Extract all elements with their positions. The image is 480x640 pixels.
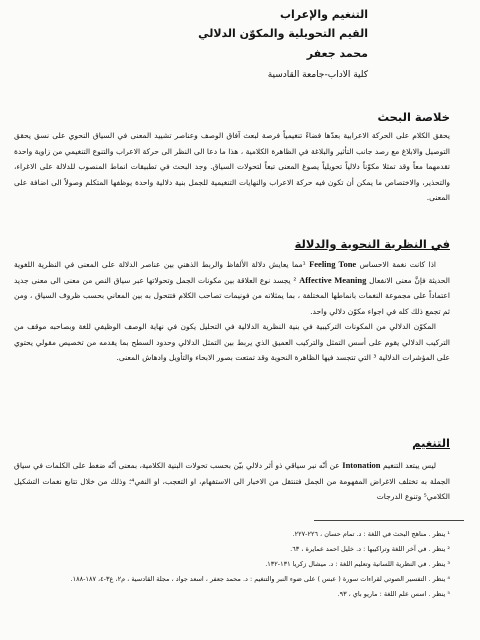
term-feeling-tone: Feeling Tone — [309, 259, 357, 269]
abstract-paragraph — [14, 128, 450, 206]
theory-paragraphs — [14, 257, 450, 366]
intonation-paragraph: ليس يبتعد التنغيم Intonation عن أنّه نبر سياقي ذو أثر دلالي بيّن بحسب تحولات البنية الكلامية، بمعنى أنّه ضغط على الكلمات في سياق الجملة به تختلف الاغراض المفهومة من الجمل فتنتقل من الاخبار الى الاستفهام، او التعجب، او النفي⁴؛ وذلك من خلال تتابع نغمات التشكيل الكلامي⁵ وتنوع الدرجات — [14, 460, 450, 501]
paper-subtitle: القيم التحويلية والمكوّن الدلالي — [198, 27, 368, 40]
term-intonation: Intonation — [342, 460, 381, 470]
author-affiliation: كلية الاداب-جامعة القادسية — [267, 70, 368, 80]
theory-paragraph-2: المكوّن الدلالي من المكونات التركيبية في بنية النظرية الدلالية في التحليل يكون في نهاية الوصف الوظيفي للغة وبصاحبه موقف من التركيب الدلالي يقوم على أسس التمثل والتركيب العميق الذي يربط بين التمثل الدلالي وحدود السطح بما يقدمه من تخصيص مقولي يحتوي على المؤشرات الدلالية ³ التي تتجسد فيها الظاهرة النحوية وقد تمتعت بصور الابحاء والتأويل وادهاش المعنى. — [14, 322, 450, 362]
term-affective-meaning: Affective Meaning — [299, 274, 367, 285]
section-heading-intonation: التنغيم — [412, 436, 450, 450]
footnote-4: ⁴ ينظر . التفسير الصوتي لقراءات سورة ( عبس ) على ضوء النبر والتنغيم : د. محمد جعفر ، اسعد جواد ، مجلة القادسية ، م٢، ع٣-٤، ١٨٧-١٨٨. — [70, 575, 450, 583]
footnotes — [10, 527, 450, 602]
abstract-text: يحقق الكلام على الحركة الاعرابية بعدّها فضاءً تنغيمياً فرصة لبعث آفاق الوصف وعناصر تشييد المعنى في السياق النحوي على نسق يحقق التوصيل والابلاغ مع رصد جانب التأثير والبلاغة في الظاهرة الكلامية ، هذا ما دعا الى النظر الى حركة الاعراب والتنوع التنغيمي من زاوية واحدة تقدمهما معاً وقد تمثلا مكوّناً دلالياً تحويلياً يصوغ المعنى تبعاً لتحولات السياق. وجد البحث في تطبيقات انماط المنصوب للدلالة على الاغراء، والتحذير، والاختصاص ما يمكن أن تكون فيه حركة الاعراب والنهايات التنغيمية للجمل بنية دلالية واحدة يوظفها المتكلم وصولاً الى اضافة على المعنى. — [14, 131, 450, 202]
abstract-heading: خلاصة البحث — [377, 110, 450, 124]
footnote-5: ⁵ ينظر . اسس علم اللغة : ماريو باي ، ٩٣. — [337, 590, 450, 598]
footnote-separator — [314, 520, 464, 521]
section-heading-theory: في النظرية النحوية والدلالة — [294, 237, 450, 251]
footnote-2: ² ينظر . في آخر اللغة وتراكيبها : د. خليل احمد عمايرة ، ٦٣. — [290, 545, 450, 553]
author-name: محمد جعفر — [306, 47, 368, 60]
footnote-1: ¹ ينظر . مناهج البحث في اللغة : د. تمام حسان ، ٢٢٦-٢٢٧. — [292, 530, 450, 538]
theory-paragraph-1: اذا كانت نغمة الاحساس Feeling Tone ¹مما يعايش دلالة الألفاظ والربط الذهني بين عناصر الدلالة على المعنى في النظرية اللغوية الحديثة فإنَّ معنى الانفعال Affective Meaning ² يجسد نوع العلاقة بين مكونات الجمل وتحولاتها عبر سياق النص من معنى الى معنى جديد اعتماداً على مجموعة النغمات بانماطها المختلفة ، بما يمثلانه من فونيمات تصاحب الكلام فتتحول به بين المعاني بحسب ظروف السياق ، ومن ثم تجمع ذلك كله في اجواء مكوّن دلالي واحد. — [14, 259, 451, 316]
footnote-3: ³ ينظر . في النظرية اللسانية وتعليم اللغة : د. ميشال زكريا ١٣١-١٣٢. — [265, 560, 450, 568]
paper-title: التنغيم والإعراب — [279, 8, 368, 21]
document-page — [16, 0, 464, 640]
